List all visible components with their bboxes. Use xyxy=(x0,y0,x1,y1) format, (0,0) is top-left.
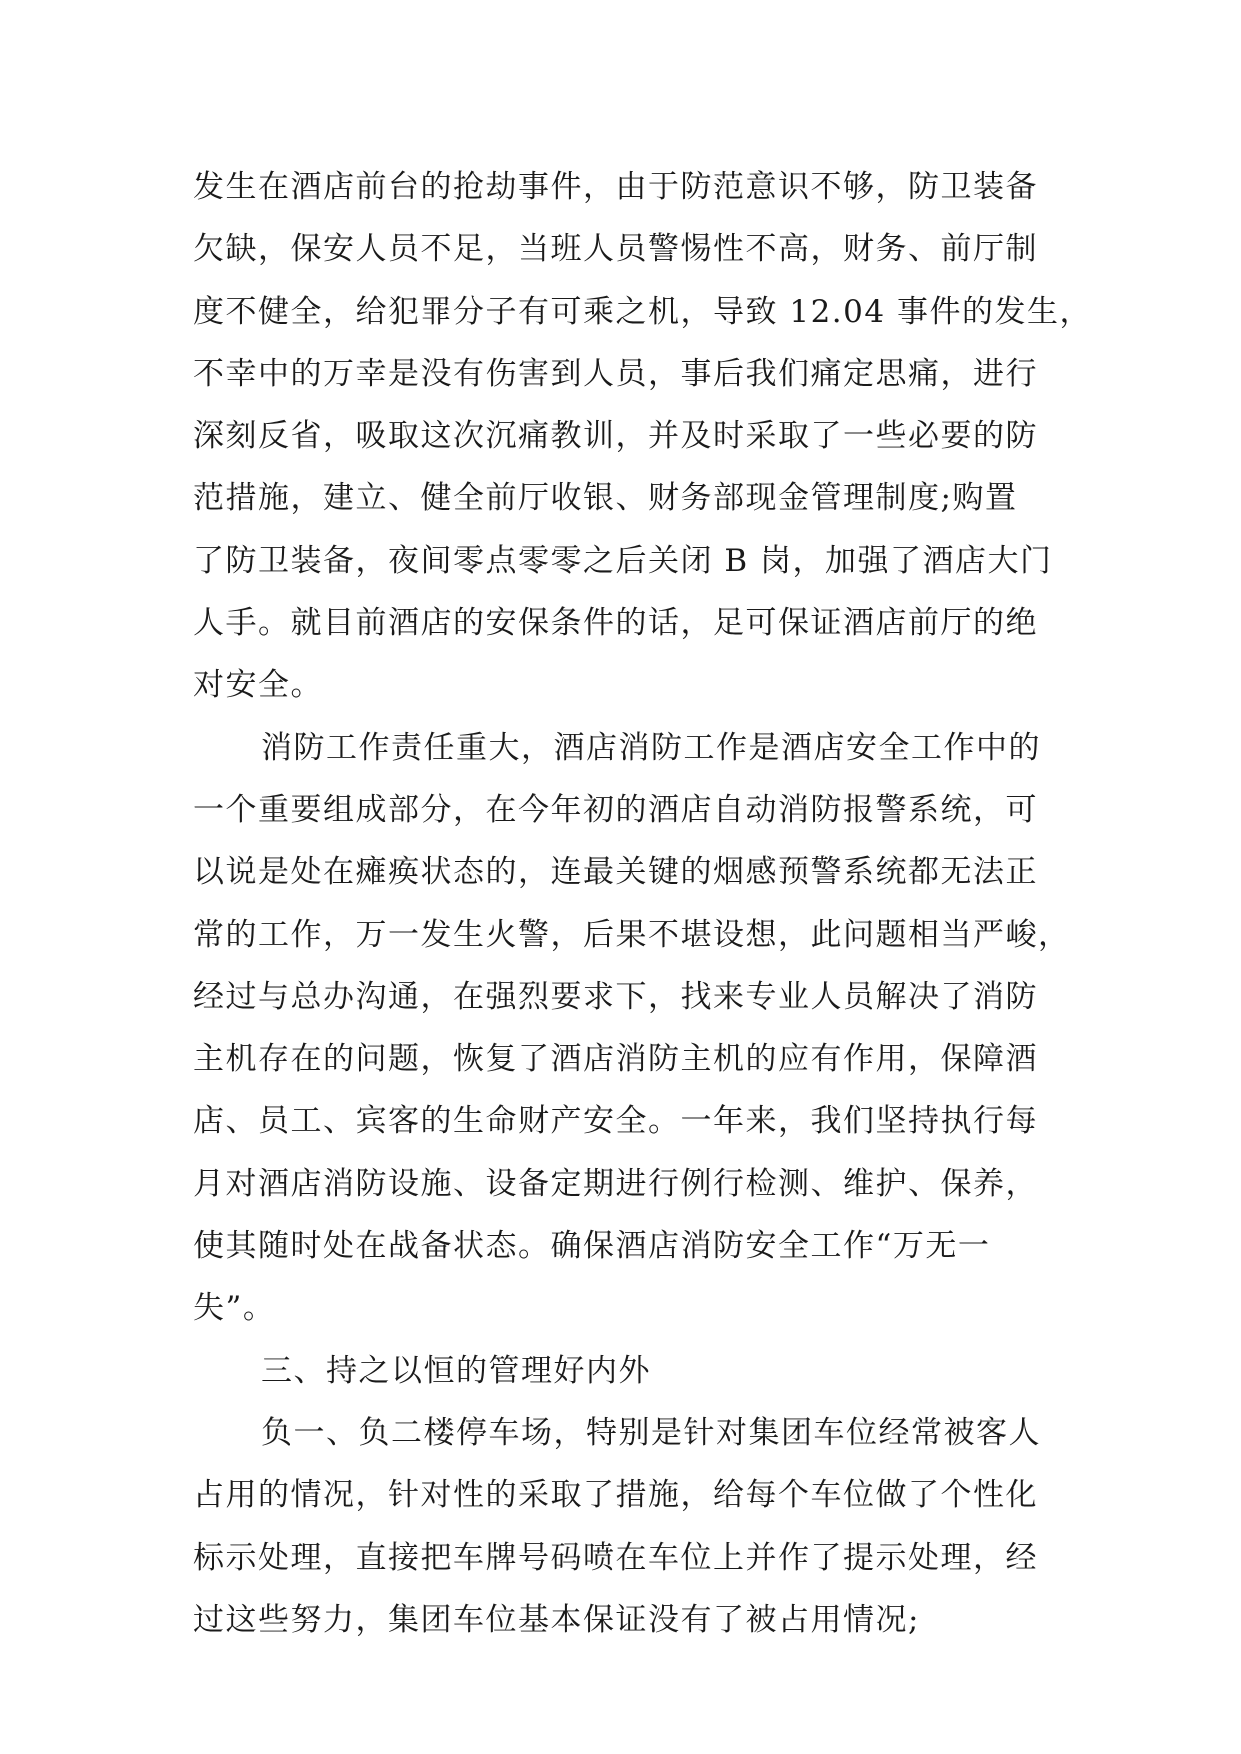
text-line: 主机存在的问题，恢复了酒店消防主机的应有作用，保障酒 xyxy=(193,1041,1038,1078)
text-line: 不幸中的万幸是没有伤害到人员，事后我们痛定思痛，进行 xyxy=(193,355,1038,392)
text-line: 失”。 xyxy=(193,1290,276,1327)
text-line: 常的工作，万一发生火警，后果不堪设想，此问题相当严峻， xyxy=(193,916,1071,953)
document-body xyxy=(193,156,1092,1651)
text-line: 月对酒店消防设施、设备定期进行例行检测、维护、保养， xyxy=(193,1165,1038,1202)
text-line: 三、持之以恒的管理好内外 xyxy=(261,1352,651,1389)
text-line: 了防卫装备，夜间零点零零之后关闭 B 岗，加强了酒店大门 xyxy=(193,542,1053,579)
text-line: 范措施，建立、健全前厅收银、财务部现金管理制度;购置 xyxy=(193,480,1018,517)
text-line: 负一、负二楼停车场，特别是针对集团车位经常被客人 xyxy=(261,1414,1041,1451)
text-line: 人手。就目前酒店的安保条件的话，足可保证酒店前厅的绝 xyxy=(193,605,1038,642)
text-line: 消防工作责任重大，酒店消防工作是酒店安全工作中的 xyxy=(261,729,1041,766)
text-line: 占用的情况，针对性的采取了措施，给每个车位做了个性化 xyxy=(193,1477,1038,1514)
text-line: 经过与总办沟通，在强烈要求下，找来专业人员解决了消防 xyxy=(193,978,1038,1015)
text-line: 发生在酒店前台的抢劫事件，由于防范意识不够，防卫装备 xyxy=(193,169,1038,205)
text-line: 以说是处在瘫痪状态的，连最关键的烟感预警系统都无法正 xyxy=(193,854,1038,891)
text-line: 标示处理，直接把车牌号码喷在车位上并作了提示处理，经 xyxy=(193,1539,1038,1576)
text-line: 度不健全，给犯罪分子有可乘之机，导致 12.04 事件的发生， xyxy=(193,293,1092,330)
text-line: 对安全。 xyxy=(193,667,323,704)
text-line: 欠缺，保安人员不足，当班人员警惕性不高，财务、前厅制 xyxy=(193,231,1038,268)
text-line: 一个重要组成部分，在今年初的酒店自动消防报警系统，可 xyxy=(193,791,1038,828)
text-line: 深刻反省，吸取这次沉痛教训，并及时采取了一些必要的防 xyxy=(193,418,1038,455)
text-line: 使其随时处在战备状态。确保酒店消防安全工作“万无一 xyxy=(193,1228,991,1265)
text-line: 店、员工、宾客的生命财产安全。一年来，我们坚持执行每 xyxy=(193,1103,1038,1140)
text-line: 过这些努力，集团车位基本保证没有了被占用情况; xyxy=(193,1601,920,1638)
